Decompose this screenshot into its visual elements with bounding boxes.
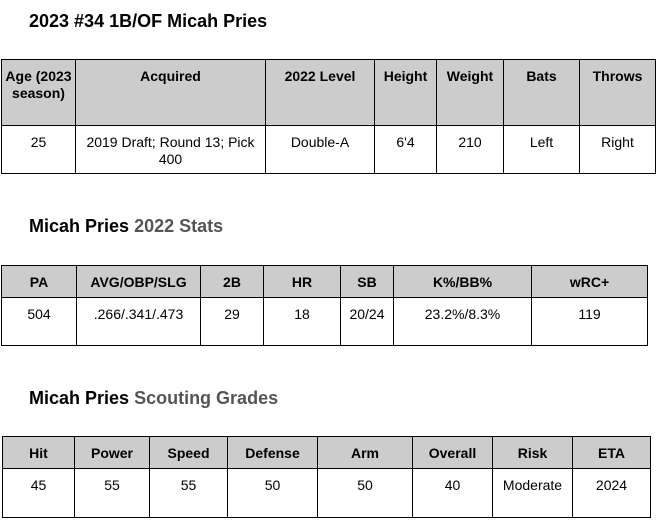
grades-cell-speed: 55	[150, 469, 228, 518]
bio-table	[1, 59, 656, 174]
grades-cell-power: 55	[75, 469, 150, 518]
stats-heading-sub: 2022 Stats	[134, 216, 224, 236]
stats-cell-kbb: 23.2%/8.3%	[394, 298, 532, 346]
bio-cell-age: 25	[2, 126, 76, 174]
grades-data-row	[3, 469, 651, 518]
stats-heading	[29, 216, 223, 237]
grades-header-row	[3, 437, 651, 469]
bio-header-level: 2022 Level	[266, 60, 375, 126]
stats-header-2b: 2B	[201, 266, 264, 298]
grades-cell-risk: Moderate	[493, 469, 573, 518]
bio-cell-weight: 210	[437, 126, 504, 174]
grades-header-arm: Arm	[318, 437, 413, 469]
stats-cell-pa: 504	[2, 298, 77, 346]
stats-cell-slash: .266/.341/.473	[77, 298, 201, 346]
bio-header-height: Height	[375, 60, 437, 126]
bio-header-bats: Bats	[504, 60, 580, 126]
stats-header-kbb: K%/BB%	[394, 266, 532, 298]
grades-cell-defense: 50	[228, 469, 318, 518]
grades-heading-sub: Scouting Grades	[134, 388, 279, 408]
grades-header-risk: Risk	[493, 437, 573, 469]
stats-cell-2b: 29	[201, 298, 264, 346]
grades-cell-arm: 50	[318, 469, 413, 518]
bio-cell-height: 6'4	[375, 126, 437, 174]
grades-cell-hit: 45	[3, 469, 75, 518]
bio-header-row	[2, 60, 656, 126]
stats-cell-wrc: 119	[532, 298, 648, 346]
grades-header-overall: Overall	[413, 437, 493, 469]
grades-header-defense: Defense	[228, 437, 318, 469]
bio-header-age: Age (2023 season)	[2, 60, 76, 126]
bio-header-weight: Weight	[437, 60, 504, 126]
grades-header-power: Power	[75, 437, 150, 469]
grades-header-eta: ETA	[573, 437, 651, 469]
grades-heading	[29, 388, 278, 409]
bio-data-row	[2, 126, 656, 174]
stats-cell-hr: 18	[264, 298, 341, 346]
grades-header-hit: Hit	[3, 437, 75, 469]
bio-cell-bats: Left	[504, 126, 580, 174]
stats-header-row	[2, 266, 648, 298]
bio-cell-level: Double-A	[266, 126, 375, 174]
stats-header-pa: PA	[2, 266, 77, 298]
stats-heading-name: Micah Pries	[29, 216, 130, 236]
grades-header-speed: Speed	[150, 437, 228, 469]
stats-header-wrc: wRC+	[532, 266, 648, 298]
bio-header-throws: Throws	[580, 60, 656, 126]
stats-table	[1, 265, 648, 346]
grades-heading-name: Micah Pries	[29, 388, 130, 408]
grades-cell-overall: 40	[413, 469, 493, 518]
bio-header-acquired: Acquired	[76, 60, 266, 126]
grades-cell-eta: 2024	[573, 469, 651, 518]
bio-cell-acquired: 2019 Draft; Round 13; Pick 400	[76, 126, 266, 174]
stats-data-row	[2, 298, 648, 346]
stats-cell-sb: 20/24	[341, 298, 394, 346]
page-title: 2023 #34 1B/OF Micah Pries	[29, 11, 268, 31]
stats-header-sb: SB	[341, 266, 394, 298]
bio-cell-throws: Right	[580, 126, 656, 174]
stats-header-slash: AVG/OBP/SLG	[77, 266, 201, 298]
stats-header-hr: HR	[264, 266, 341, 298]
grades-table	[2, 436, 651, 518]
